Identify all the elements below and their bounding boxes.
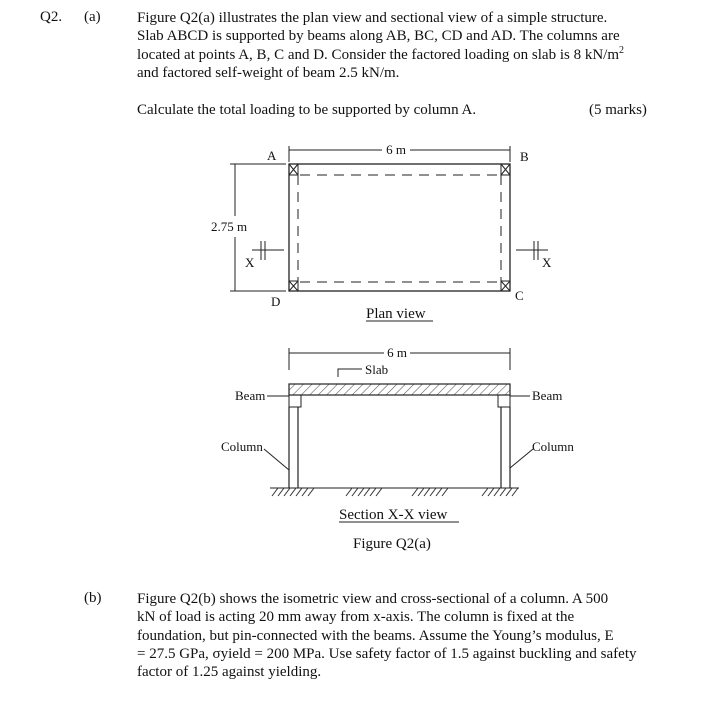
section-span-label: 6 m (387, 345, 407, 360)
plan-column-c (501, 281, 510, 291)
slab-label: Slab (365, 362, 389, 377)
column-right-label: Column (532, 439, 574, 454)
part-b-line-4: = 27.5 GPa, σyield = 200 MPa. Use safety factor of 1.5 against buckling and safety (137, 645, 637, 662)
label-b: B (520, 149, 529, 164)
plan-span-label: 6 m (386, 142, 406, 157)
plan-column-d (289, 281, 298, 291)
section-beam-right (498, 395, 510, 407)
beam-right-label: Beam (532, 388, 563, 403)
section-mark-left-label: X (245, 255, 255, 270)
plan-depth-label: 2.75 m (211, 219, 248, 234)
column-left-leader (264, 449, 289, 470)
part-b-line-5: factor of 1.25 against yielding. (137, 664, 322, 681)
plan-column-b (501, 164, 510, 175)
part-a-line-4: and factored self-weight of beam 2.5 kN/m. (137, 64, 400, 81)
beam-left-label: Beam (235, 388, 266, 403)
ground-hatch-3 (412, 488, 448, 496)
superscript: 2 (619, 44, 625, 56)
part-b-line-3: foundation, but pin-connected with the beams. Assume the Young’s modulus, E (137, 627, 614, 644)
question-number: Q2. (40, 9, 63, 25)
section-slab (289, 384, 510, 395)
column-left-label: Column (221, 439, 263, 454)
part-a-line-2: Slab ABCD is supported by beams along AB, BC, CD and AD. The columns are (137, 28, 620, 45)
figure-title: Figure Q2(a) (353, 536, 431, 552)
section-mark-right-label: X (542, 255, 552, 270)
section-beam-left (289, 395, 301, 407)
section-caption: Section X-X view (339, 507, 448, 523)
ground-hatch-2 (346, 488, 382, 496)
part-b-line-1: Figure Q2(b) shows the isometric view and cross-sectional of a column. A 500 (137, 591, 609, 607)
part-a-label: (a) (84, 9, 101, 25)
part-a-line-1: Figure Q2(a) illustrates the plan view and sectional view of a simple structure. (137, 10, 608, 26)
plan-caption: Plan view (366, 306, 426, 322)
part-a-line-3: located at points A, B, C and D. Consider the factored loading on slab is 8 $kN/m^2$ (137, 44, 625, 63)
plan-slab-outline (289, 164, 510, 291)
ground-hatch-4 (482, 488, 518, 496)
slab-leader (338, 369, 362, 377)
part-b-label: (b) (84, 590, 102, 606)
label-a: A (267, 148, 277, 163)
section-view (264, 348, 533, 522)
label-d: D (271, 294, 281, 309)
part-a-marks: (5 marks) (589, 102, 647, 118)
part-a-task: Calculate the total loading to be supported by column A. (137, 102, 477, 118)
part-b-text (137, 590, 652, 681)
column-right-leader (510, 449, 533, 468)
section-labels (221, 345, 574, 552)
label-c: C (515, 288, 524, 303)
ground-hatch-1 (272, 488, 314, 496)
plan-column-a (289, 164, 298, 175)
part-b-line-2: kN of load is acting 20 mm away from x-axis. The column is fixed at the (137, 609, 575, 626)
